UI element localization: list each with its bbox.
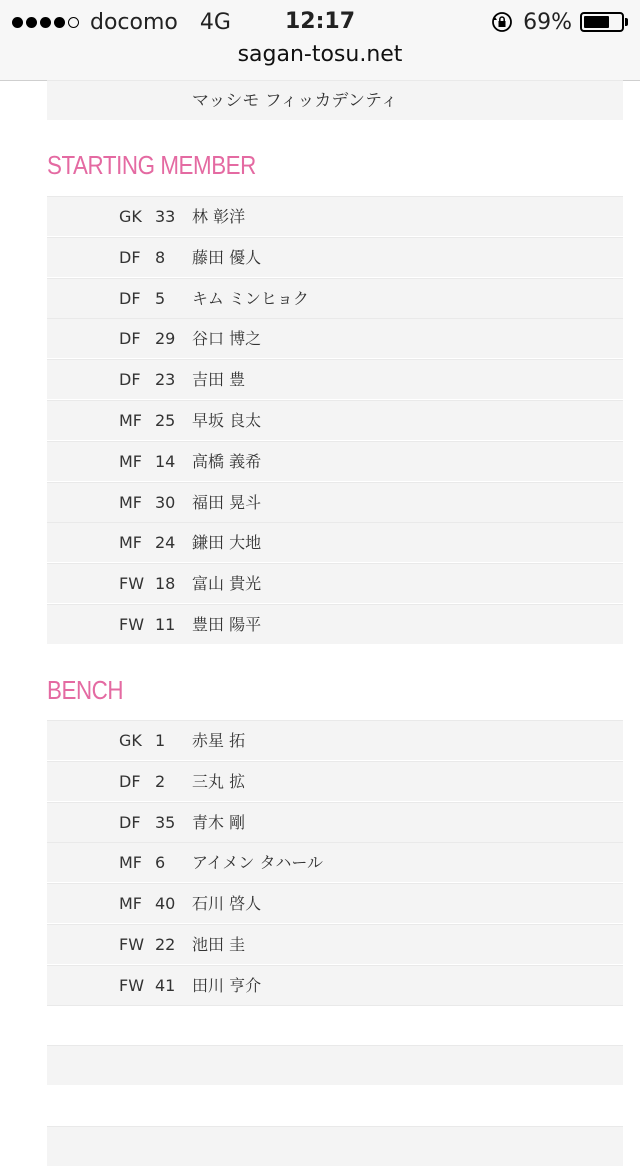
player-pos: FW <box>119 615 145 634</box>
player-pos: DF <box>119 288 141 308</box>
rotation-lock-icon <box>491 11 513 33</box>
player-pos: MF <box>119 533 143 553</box>
player-row <box>47 761 623 801</box>
player-row <box>47 965 623 1005</box>
player-row <box>47 802 623 842</box>
player-num: 41 <box>155 975 176 995</box>
player-pos: DF <box>119 247 141 267</box>
player-name: 藤田 優人 <box>192 247 262 267</box>
empty-row <box>47 1005 623 1045</box>
coach-name: マッシモ フィッカデンティ <box>192 91 398 111</box>
player-pos: DF <box>119 329 141 349</box>
player-row <box>47 563 623 603</box>
player-pos: DF <box>119 812 141 832</box>
player-row <box>47 883 623 923</box>
player-pos: DF <box>119 771 141 791</box>
player-pos: GK <box>119 207 142 226</box>
battery-area <box>491 8 628 36</box>
player-row <box>47 318 623 358</box>
player-num: 11 <box>155 615 176 634</box>
player-name: 吉田 豊 <box>192 370 246 390</box>
player-pos: GK <box>119 731 142 750</box>
player-row <box>47 359 623 399</box>
player-name: キム ミンヒョク <box>192 288 309 308</box>
player-row <box>47 604 623 644</box>
player-num: 6 <box>155 853 166 873</box>
player-num: 24 <box>155 533 176 553</box>
player-pos: MF <box>119 492 143 512</box>
player-pos: FW <box>119 935 145 954</box>
player-row <box>47 720 623 760</box>
player-name: 福田 晃斗 <box>192 492 262 512</box>
player-pos: MF <box>119 894 143 914</box>
player-num: 8 <box>155 247 166 267</box>
player-row <box>47 278 623 318</box>
player-name: 三丸 拡 <box>192 771 246 791</box>
player-name: 池田 圭 <box>192 935 246 954</box>
clock: 12:17 <box>284 9 356 34</box>
player-num: 35 <box>155 812 176 832</box>
player-num: 5 <box>155 288 166 308</box>
starting-title: STARTING MEMBER <box>47 150 256 180</box>
player-pos: MF <box>119 451 143 471</box>
player-row <box>47 522 623 562</box>
player-name: 林 彰洋 <box>192 207 246 226</box>
player-num: 1 <box>155 731 166 750</box>
player-num: 30 <box>155 492 176 512</box>
player-num: 25 <box>155 411 176 430</box>
battery-fill <box>584 16 609 28</box>
player-name: 早坂 良太 <box>192 411 262 430</box>
carrier-name: docomo <box>90 9 178 35</box>
coach-row <box>47 80 623 120</box>
player-row <box>47 924 623 964</box>
player-pos: MF <box>119 411 143 430</box>
player-name: 高橋 義希 <box>192 451 262 471</box>
player-num: 29 <box>155 329 176 349</box>
address-bar[interactable]: sagan-tosu.net <box>237 42 403 67</box>
player-name: 田川 亨介 <box>192 975 262 995</box>
bench-title: BENCH <box>47 675 124 705</box>
network-type: 4G <box>199 9 231 35</box>
player-pos: MF <box>119 853 143 873</box>
empty-row <box>47 1126 623 1166</box>
player-num: 33 <box>155 207 176 226</box>
player-num: 23 <box>155 370 176 390</box>
player-row <box>47 196 623 236</box>
player-name: 青木 剛 <box>192 812 246 832</box>
player-row <box>47 842 623 882</box>
player-pos: FW <box>119 975 145 995</box>
player-row <box>47 237 623 277</box>
player-name: 鎌田 大地 <box>192 533 262 553</box>
status-bar <box>0 0 640 81</box>
player-num: 18 <box>155 574 176 594</box>
player-row <box>47 441 623 481</box>
player-pos: DF <box>119 370 141 390</box>
player-name: 赤星 拓 <box>192 731 246 750</box>
player-num: 2 <box>155 771 166 791</box>
player-num: 22 <box>155 935 176 954</box>
battery-tip <box>625 18 628 26</box>
player-num: 14 <box>155 451 176 471</box>
player-row <box>47 400 623 440</box>
player-name: 石川 啓人 <box>192 894 262 914</box>
battery-icon <box>580 12 624 32</box>
player-num: 40 <box>155 894 176 914</box>
player-row <box>47 482 623 522</box>
player-name: 谷口 博之 <box>192 329 262 349</box>
player-pos: FW <box>119 574 145 594</box>
player-name: アイメン タハール <box>192 853 324 873</box>
player-name: 富山 貴光 <box>192 574 262 594</box>
empty-row <box>47 1045 623 1085</box>
battery-percent: 69% <box>523 9 572 35</box>
player-name: 豊田 陽平 <box>192 615 262 634</box>
